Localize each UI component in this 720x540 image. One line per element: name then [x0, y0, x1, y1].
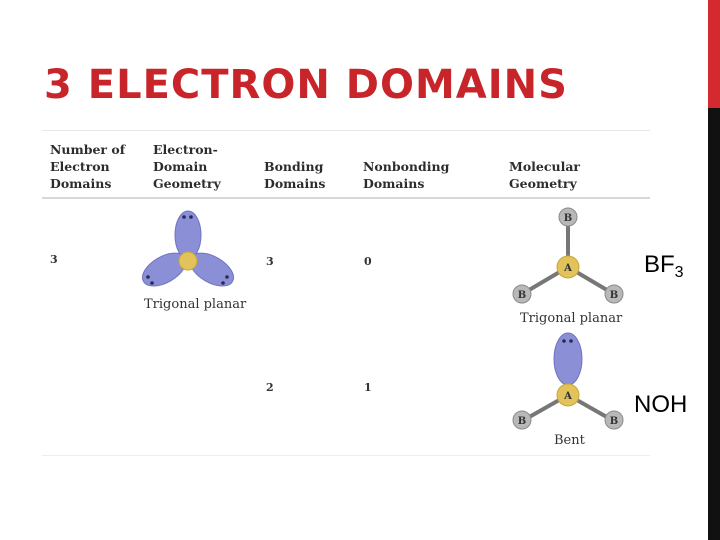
header-line: Electron-: [153, 142, 218, 157]
header-line: Geometry: [153, 176, 221, 191]
outer-atom-label: B: [609, 416, 619, 427]
header-line: Domains: [50, 176, 112, 191]
row1-molecular-caption: Trigonal planar: [520, 311, 623, 326]
right-edge-bar: [708, 0, 720, 540]
outer-atom-label: B: [609, 290, 619, 301]
row1-bonding-cell: 3: [266, 255, 274, 268]
header-line: Electron: [50, 159, 110, 174]
central-atom-label: A: [564, 263, 572, 274]
header-line: Domains: [363, 176, 425, 191]
trigonal-planar-domain-diagram: [136, 205, 246, 297]
header-divider: [42, 197, 650, 199]
central-atom: [179, 252, 197, 270]
outer-atom-label: B: [517, 290, 527, 301]
row2-molecular-caption: Bent: [554, 433, 585, 448]
header-bonding-domains: [264, 158, 325, 192]
row1-nonbonding-cell: 0: [364, 255, 372, 268]
central-atom-label: A: [564, 391, 572, 402]
formula-bf3-subscript: 3: [674, 264, 684, 281]
formula-bf3: [644, 251, 684, 282]
trigonal-planar-molecule-diagram: [508, 205, 628, 309]
right-edge-accent: [708, 0, 720, 108]
header-line: Domain: [153, 159, 208, 174]
formula-bf3-main: BF: [644, 251, 675, 278]
row1-number-cell: 3: [50, 253, 58, 266]
formula-noh: NOH: [634, 391, 688, 418]
header-nonbonding-domains: [363, 158, 449, 192]
row2-bonding-cell: 2: [266, 381, 274, 394]
row2-nonbonding-cell: 1: [364, 381, 372, 394]
header-line: Nonbonding: [363, 159, 450, 174]
header-number-of-electron-domains: [50, 141, 125, 192]
bent-molecule-diagram: [508, 331, 628, 431]
header-line: Domains: [264, 176, 326, 191]
header-line: Number of: [50, 142, 126, 157]
outer-atom-label: B: [563, 213, 573, 224]
header-line: Geometry: [509, 176, 577, 191]
lone-pair-lobe: [554, 333, 582, 385]
electron-domain-table: [42, 130, 650, 456]
header-electron-domain-geometry: [153, 141, 221, 192]
header-line: Molecular: [509, 159, 581, 174]
outer-atom-label: B: [517, 416, 527, 427]
header-molecular-geometry: [509, 158, 580, 192]
slide-title: 3 ELECTRON DOMAINS: [44, 62, 568, 108]
edg-caption: Trigonal planar: [144, 297, 247, 312]
header-line: Bonding: [264, 159, 324, 174]
